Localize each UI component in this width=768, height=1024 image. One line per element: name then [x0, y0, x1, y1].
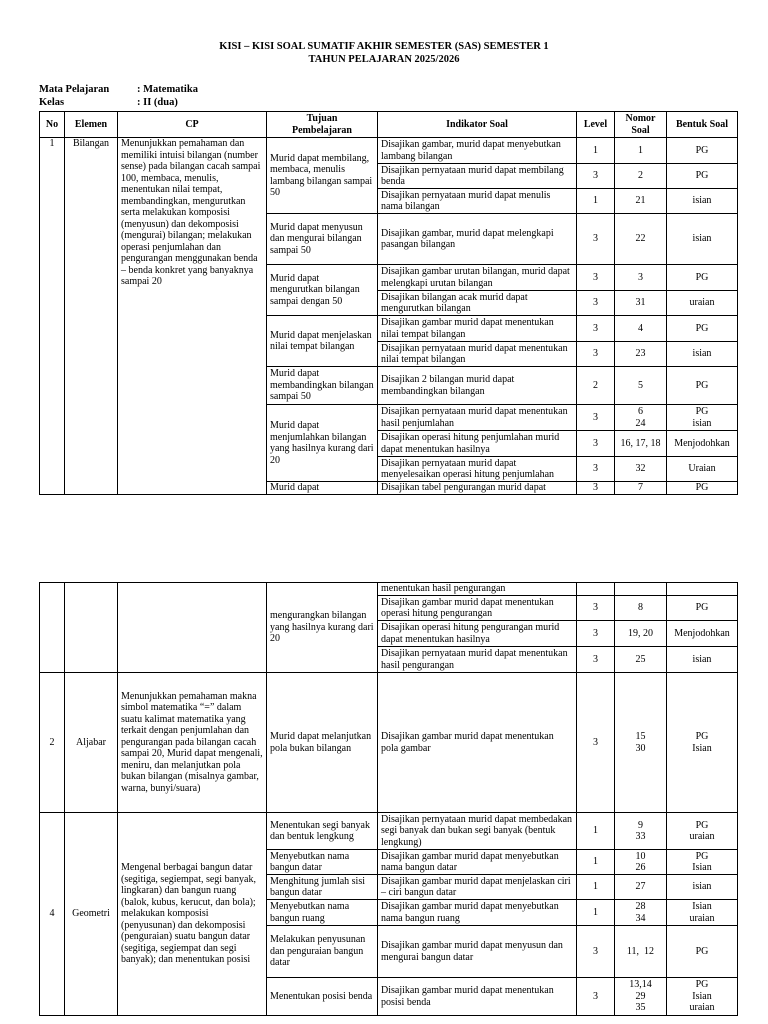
row-bentuk: PG	[667, 316, 738, 342]
grid-table-page-1	[39, 111, 738, 495]
row-bentuk: PG	[667, 926, 738, 978]
row-nomor: 15 30	[615, 673, 667, 813]
row-bentuk: PG isian	[667, 405, 738, 431]
row-tp: Menentukan posisi benda	[267, 978, 378, 1016]
row-cp	[118, 583, 267, 673]
row-nomor: 6 24	[615, 405, 667, 431]
header-tujuan	[267, 112, 378, 138]
row-tp: Menghitung jumlah sisi bangun datar	[267, 875, 378, 900]
row-level: 1	[577, 138, 615, 164]
row-bentuk: PG	[667, 138, 738, 164]
row-nomor: 22	[615, 214, 667, 265]
row-level: 3	[577, 316, 615, 342]
row-nomor: 19, 20	[615, 621, 667, 647]
row-level: 1	[577, 900, 615, 926]
row-elemen	[65, 583, 118, 673]
header-nomor-line2: Soal	[631, 124, 650, 136]
row-tp: Murid dapat menyusun dan mengurai bilangan sampai 50	[267, 214, 378, 265]
row-tp: mengurangkan bilangan yang hasilnya kurang dari 20	[267, 583, 378, 673]
row-level: 3	[577, 596, 615, 621]
row-bentuk: Menjodohkan	[667, 621, 738, 647]
row-bentuk: Uraian	[667, 457, 738, 482]
row-tp: Murid dapat membandingkan bilangan sampai 50	[267, 367, 378, 405]
row-nomor: 31	[615, 291, 667, 316]
row-bentuk: uraian	[667, 291, 738, 316]
row-indikator: Disajikan pernyataan murid dapat menentukan hasil pengurangan	[378, 647, 577, 673]
row-nomor: 7	[615, 482, 667, 495]
meta-subject	[39, 83, 198, 96]
row-indikator: Disajikan bilangan acak murid dapat mengurutkan bilangan	[378, 291, 577, 316]
row-no: 4	[40, 813, 65, 1016]
row-elemen: Bilangan	[65, 138, 118, 495]
row-nomor: 23	[615, 342, 667, 367]
row-indikator: Disajikan pernyataan murid dapat menentukan nilai tempat bilangan	[378, 342, 577, 367]
row-level: 3	[577, 621, 615, 647]
row-level: 3	[577, 342, 615, 367]
row-indikator: Disajikan operasi hitung penjumlahan murid dapat menentukan hasilnya	[378, 431, 577, 457]
header-tujuan-line2: Pembelajaran	[292, 124, 352, 136]
row-nomor: 4	[615, 316, 667, 342]
row-indikator: Disajikan gambar murid dapat menjelaskan ciri – ciri bangun datar	[378, 875, 577, 900]
row-level: 1	[577, 813, 615, 850]
row-nomor: 21	[615, 189, 667, 214]
row-nomor: 25	[615, 647, 667, 673]
row-indikator: Disajikan gambar murid dapat menyebutkan nama bangun datar	[378, 850, 577, 875]
row-bentuk: PG Isian uraian	[667, 978, 738, 1016]
row-nomor: 16, 17, 18	[615, 431, 667, 457]
row-tp: Menentukan segi banyak dan bentuk lengkung	[267, 813, 378, 850]
row-indikator: Disajikan pernyataan murid dapat menentukan hasil penjumlahan	[378, 405, 577, 431]
row-cp: Menunjukkan pemahaman makna simbol matematika “=” dalam suatu kalimat matematika yang terkait dengan penjumlahan dan pengurangan pada bilangan cacah sampai 20, Murid dapat mengenali, meniru, dan melanjutkan pola bukan bilangan (misalnya gambar, warna, bunyi/suara)	[118, 673, 267, 813]
row-level: 1	[577, 875, 615, 900]
subject-value: : Matematika	[137, 84, 198, 95]
row-tp: Murid dapat membilang, membaca, menulis lambang bilangan sampai 50	[267, 138, 378, 214]
row-no: 2	[40, 673, 65, 813]
row-level: 3	[577, 431, 615, 457]
table-row	[40, 138, 738, 164]
row-indikator: Disajikan gambar murid dapat menyusun dan mengurai bangun datar	[378, 926, 577, 978]
row-bentuk: isian	[667, 647, 738, 673]
row-level: 3	[577, 978, 615, 1016]
row-level: 3	[577, 482, 615, 495]
page-break	[0, 508, 768, 574]
row-nomor: 32	[615, 457, 667, 482]
row-bentuk: isian	[667, 214, 738, 265]
row-bentuk: PG	[667, 482, 738, 495]
row-no	[40, 583, 65, 673]
row-tp: Menyebutkan nama bangun ruang	[267, 900, 378, 926]
row-level: 3	[577, 673, 615, 813]
title-line-2: TAHUN PELAJARAN 2025/2026	[308, 54, 460, 65]
row-level: 3	[577, 405, 615, 431]
row-indikator: Disajikan gambar murid dapat menentukan operasi hitung pengurangan	[378, 596, 577, 621]
row-indikator: menentukan hasil pengurangan	[378, 583, 577, 596]
row-bentuk: PG	[667, 367, 738, 405]
header-nomor	[615, 112, 667, 138]
row-nomor: 27	[615, 875, 667, 900]
header-no: No	[40, 112, 65, 138]
header-tujuan-line1: Tujuan	[306, 113, 338, 124]
row-bentuk: Menjodohkan	[667, 431, 738, 457]
header-row	[40, 112, 738, 138]
row-level: 3	[577, 647, 615, 673]
row-indikator: Disajikan gambar murid dapat menentukan nilai tempat bilangan	[378, 316, 577, 342]
row-bentuk: Isian uraian	[667, 900, 738, 926]
row-indikator: Disajikan pernyataan murid dapat membedakan segi banyak dan bukan segi banyak (bentuk lengkung)	[378, 813, 577, 850]
row-nomor	[615, 583, 667, 596]
row-tp: Melakukan penyusunan dan penguraian bangun datar	[267, 926, 378, 978]
table-row	[40, 673, 738, 813]
row-nomor: 10 26	[615, 850, 667, 875]
row-tp: Murid dapat melanjutkan pola bukan bilangan	[267, 673, 378, 813]
row-level: 3	[577, 291, 615, 316]
row-level: 1	[577, 850, 615, 875]
row-tp: Murid dapat	[267, 482, 378, 495]
class-label: Kelas	[39, 97, 65, 108]
row-indikator: Disajikan gambar murid dapat menentukan posisi benda	[378, 978, 577, 1016]
row-indikator: Disajikan 2 bilangan murid dapat membandingkan bilangan	[378, 367, 577, 405]
row-indikator: Disajikan tabel pengurangan murid dapat	[378, 482, 577, 495]
row-nomor: 5	[615, 367, 667, 405]
row-indikator: Disajikan gambar, murid dapat melengkapi pasangan bilangan	[378, 214, 577, 265]
table-row	[40, 583, 738, 596]
row-nomor: 9 33	[615, 813, 667, 850]
row-tp: Murid dapat menjumlahkan bilangan yang hasilnya kurang dari 20	[267, 405, 378, 482]
row-cp: Mengenal berbagai bangun datar (segitiga, segiempat, segi banyak, lingkaran) dan bangun ruang (balok, kubus, kerucut, dan bola); melakukan komposisi (penyusunan) dan dekomposisi (penguraian) suatu bangun datar (segitiga, segiempat dan segi banyak); dan menentukan posisi	[118, 813, 267, 1016]
row-bentuk: PG uraian	[667, 813, 738, 850]
row-indikator: Disajikan gambar murid dapat menyebutkan nama bangun ruang	[378, 900, 577, 926]
row-no: 1	[40, 138, 65, 495]
row-tp: Menyebutkan nama bangun datar	[267, 850, 378, 875]
row-bentuk: PG Isian	[667, 673, 738, 813]
row-nomor: 11, 12	[615, 926, 667, 978]
row-bentuk: PG	[667, 596, 738, 621]
header-cp: CP	[118, 112, 267, 138]
row-cp: Menunjukkan pemahaman dan memiliki intuisi bilangan (number sense) pada bilangan cacah sampai 100, membaca, menulis, menentukan nilai tempat, membandingkan, mengurutkan serta melakukan komposisi (menyusun) dan dekomposisi (mengurai) bilangan; melakukan operasi penjumlahan dan pengurangan menggunakan benda – benda konkret yang banyaknya sampai 20	[118, 138, 267, 495]
subject-label: Mata Pelajaran	[39, 84, 110, 95]
row-level: 1	[577, 189, 615, 214]
row-indikator: Disajikan gambar murid dapat menentukan pola gambar	[378, 673, 577, 813]
row-elemen: Geometri	[65, 813, 118, 1016]
row-indikator: Disajikan pernyataan murid dapat menulis nama bilangan	[378, 189, 577, 214]
header-level: Level	[577, 112, 615, 138]
row-indikator: Disajikan gambar, murid dapat menyebutkan lambang bilangan	[378, 138, 577, 164]
row-nomor: 1	[615, 138, 667, 164]
row-tp: Murid dapat menjelaskan nilai tempat bilangan	[267, 316, 378, 367]
title-line-1: KISI – KISI SOAL SUMATIF AKHIR SEMESTER (SAS) SEMESTER 1	[219, 41, 549, 52]
meta-class	[39, 96, 178, 109]
row-nomor: 13,14 29 35	[615, 978, 667, 1016]
row-level: 3	[577, 926, 615, 978]
row-level: 2	[577, 367, 615, 405]
row-nomor: 8	[615, 596, 667, 621]
row-nomor: 3	[615, 265, 667, 291]
row-indikator: Disajikan pernyataan murid dapat menyelesaikan operasi hitung penjumlahan	[378, 457, 577, 482]
row-bentuk: PG	[667, 164, 738, 189]
row-bentuk	[667, 583, 738, 596]
row-indikator: Disajikan operasi hitung pengurangan murid dapat menentukan hasilnya	[378, 621, 577, 647]
document-title	[0, 40, 768, 66]
row-level: 3	[577, 457, 615, 482]
row-bentuk: PG	[667, 265, 738, 291]
header-bentuk: Bentuk Soal	[667, 112, 738, 138]
class-value: : II (dua)	[137, 97, 178, 108]
row-bentuk: isian	[667, 189, 738, 214]
row-nomor: 2	[615, 164, 667, 189]
header-elemen: Elemen	[65, 112, 118, 138]
row-level: 3	[577, 265, 615, 291]
row-level: 3	[577, 214, 615, 265]
row-tp: Murid dapat mengurutkan bilangan sampai dengan 50	[267, 265, 378, 316]
table-row	[40, 813, 738, 850]
row-bentuk: PG Isian	[667, 850, 738, 875]
row-level	[577, 583, 615, 596]
row-bentuk: isian	[667, 342, 738, 367]
row-elemen: Aljabar	[65, 673, 118, 813]
row-level: 3	[577, 164, 615, 189]
header-nomor-line1: Nomor	[625, 113, 656, 124]
row-bentuk: isian	[667, 875, 738, 900]
grid-table-page-2	[39, 582, 738, 1016]
row-nomor: 28 34	[615, 900, 667, 926]
row-indikator: Disajikan pernyataan murid dapat membilang benda	[378, 164, 577, 189]
row-indikator: Disajikan gambar urutan bilangan, murid dapat melengkapi urutan bilangan	[378, 265, 577, 291]
header-indikator: Indikator Soal	[378, 112, 577, 138]
